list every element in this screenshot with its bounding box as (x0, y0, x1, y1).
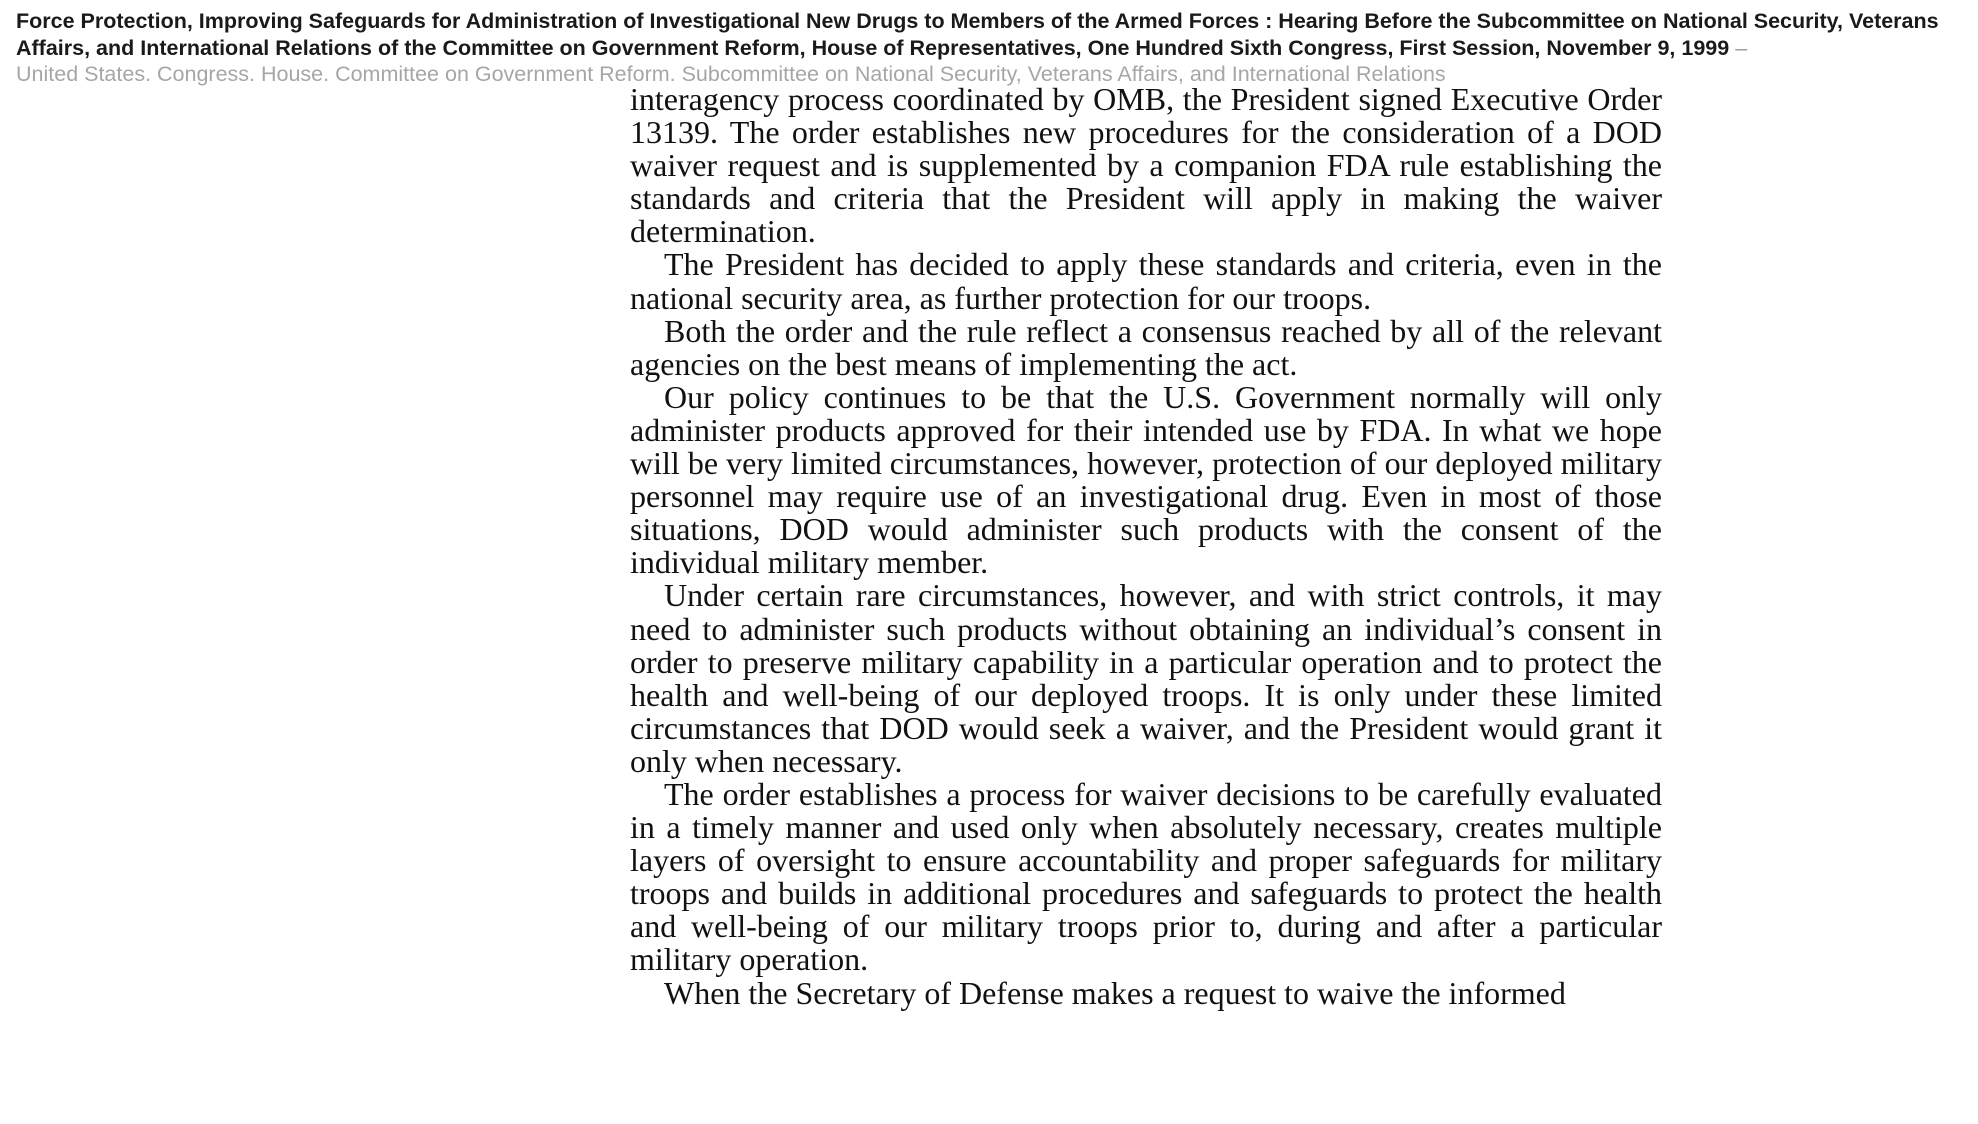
page-crop-edge (630, 1118, 1662, 1124)
paragraph-5: Under certain rare circumstances, however, and with strict controls, it may need to administer such products without obtaining an individual’s consent in order to preserve military capability in a particular operation and to protect the health and well-being of our deployed troops. It is only under these limited circumstances that DOD would seek a waiver, and the President would grant it only when necessary. (630, 577, 1662, 779)
paragraph-4: Our policy continues to be that the U.S. Government normally will only administer products approved for their intended use by FDA. In what we hope will be very limited circumstances, however, protection of our deployed military personnel may require use of an investigational drug. Even in most of those situations, DOD would administer such products with the consent of the individual military member. (630, 378, 1662, 581)
paragraph-1: interagency process coordinated by OMB, the President signed Executive Order 13139. The order establishes new procedures for the consideration of a DOD waiver request and is supplemented by a companion FDA rule establishing the standards and criteria that the President will apply in making the waiver determination. (630, 83, 1662, 250)
document-title (16, 8, 1966, 61)
document-title-text: Force Protection, Improving Safeguards for Administration of Investigational New Drugs to Members of the Armed Forces : Hearing Before the Subcommittee on National Security, Veterans Affairs, and International Relations of the Committee on Government Reform, House of Representatives, One Hundred Sixth Congress, First Session, November 9, 1999 (16, 9, 1939, 60)
paragraph-3: Both the order and the rule reflect a consensus reached by all of the relevant agencies on the best means of implementing the act. (630, 312, 1662, 382)
document-author: United States. Congress. House. Committee on Government Reform. Subcommittee on National Security, Veterans Affairs, and International Relations (16, 62, 1446, 86)
scanned-page (630, 83, 1662, 1124)
document-header (16, 8, 1966, 87)
paragraph-7-partial: When the Secretary of Defense makes a request to waive the informed (664, 974, 1566, 1011)
paragraph-2: The President has decided to apply these standards and criteria, even in the national security area, as further protection for our troops. (630, 246, 1662, 316)
paragraph-6: The order establishes a process for waiver decisions to be carefully evaluated in a timely manner and used only when absolutely necessary, creates multiple layers of oversight to ensure accountability and proper safeguards for military troops and builds in additional procedures and safeguards to protect the health and well-being of our military troops prior to, during and after a particular military operation. (630, 775, 1662, 978)
title-separator: – (1729, 35, 1748, 60)
